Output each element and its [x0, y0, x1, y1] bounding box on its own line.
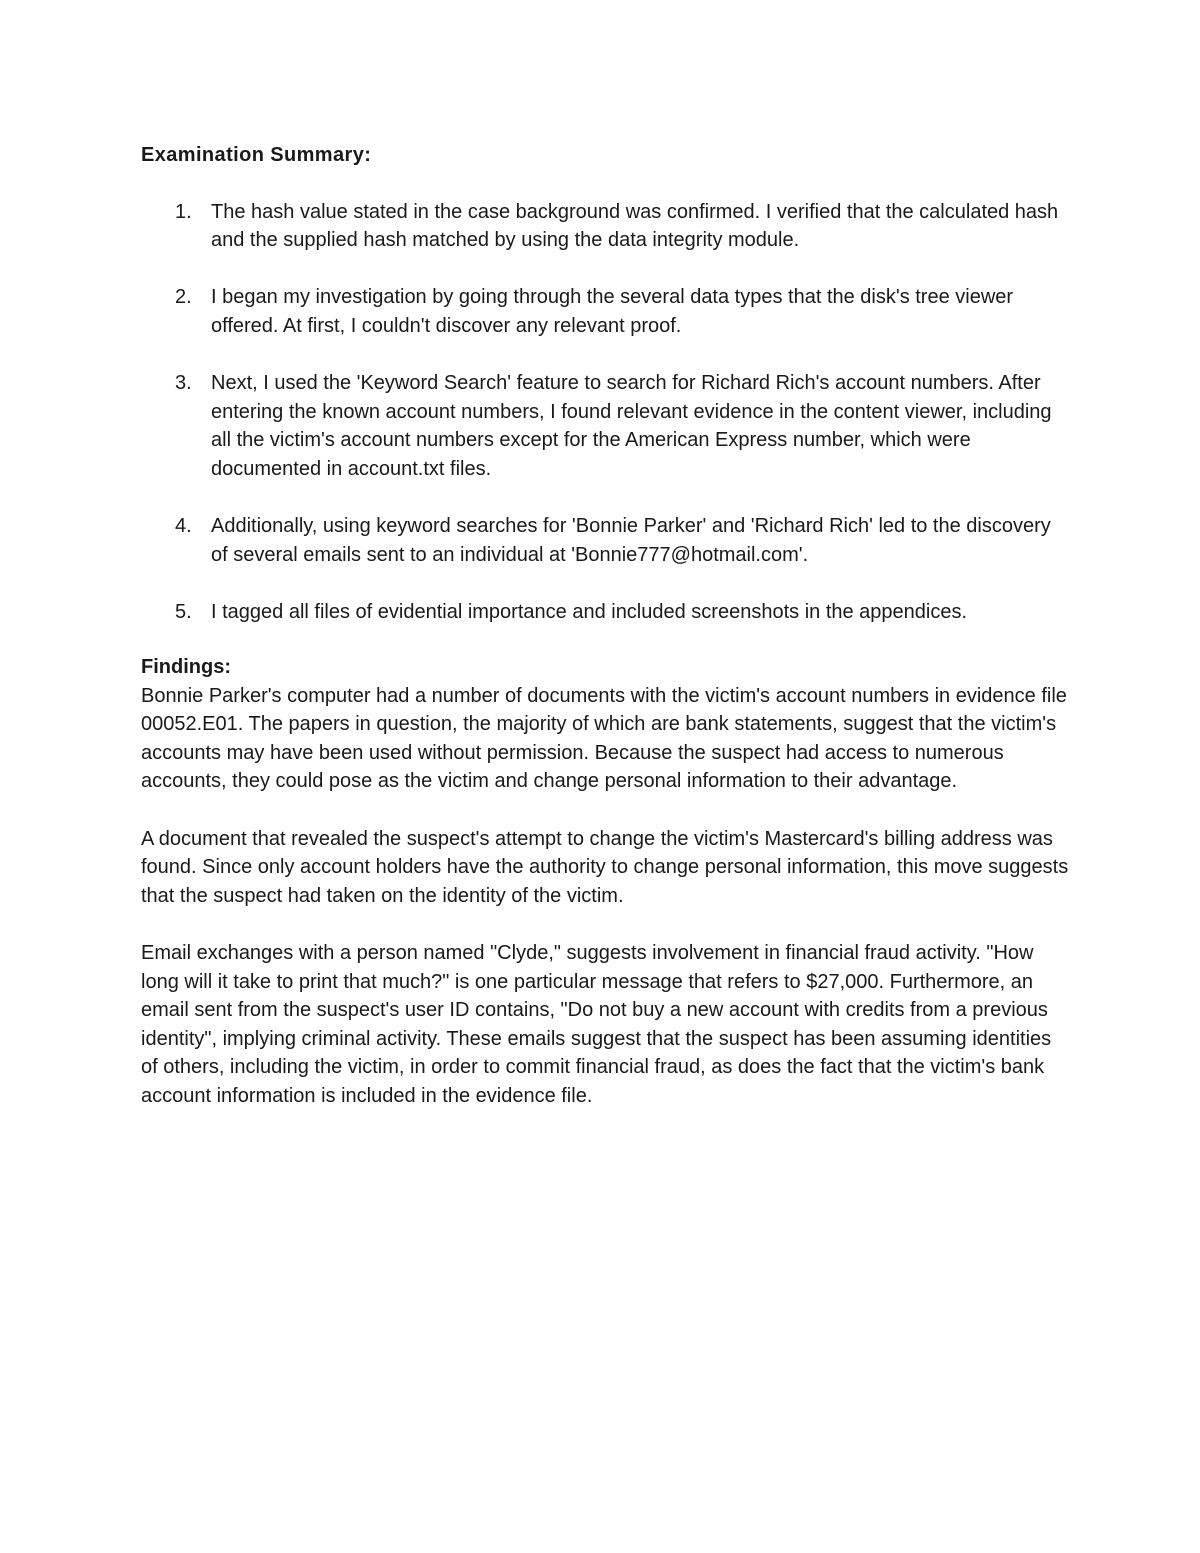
summary-item-text: I tagged all files of evidential importance and included screenshots in the appendices. — [211, 600, 968, 623]
summary-item-4 — [141, 512, 1071, 569]
summary-item-1 — [141, 198, 1071, 255]
summary-item-number: 5. — [175, 600, 192, 623]
summary-item-number: 1. — [175, 200, 192, 223]
document-body — [141, 141, 1071, 1139]
summary-item-number: 2. — [175, 286, 192, 309]
summary-item-text: I began my investigation by going through the several data types that the disk's tree viewer offered. At first, I couldn't discover any relevant proof. — [211, 286, 1014, 337]
findings-section — [141, 653, 1071, 1111]
findings-paragraph-3: Email exchanges with a person named "Clyde," suggests involvement in financial fraud activity. "How long will it take to print that much?" is one particular message that refers to $27,000. Furthermore, an email sent from the suspect's user ID contains, "Do not buy a new account with credits from a previous identity", implying criminal activity. These emails suggest that the suspect has been assuming identities of others, including the victim, in order to commit financial fraud, as does the fact that the victim's bank account information is included in the evidence file. — [141, 942, 1052, 1107]
summary-item-text: Additionally, using keyword searches for 'Bonnie Parker' and 'Richard Rich' led to the discovery of several emails sent to an individual at 'Bonnie777@hotmail.com'. — [211, 515, 1051, 566]
findings-heading: Findings: — [141, 656, 231, 679]
examination-summary-heading: Examination Summary: — [141, 144, 372, 166]
summary-item-3 — [141, 369, 1071, 483]
findings-paragraph-2: A document that revealed the suspect's attempt to change the victim's Mastercard's billing address was found. Since only account holders have the authority to change personal information, this move suggests that the suspect had taken on the identity of the victim. — [141, 827, 1069, 907]
summary-item-text: The hash value stated in the case background was confirmed. I verified that the calculated hash and the supplied hash matched by using the data integrity module. — [211, 200, 1059, 252]
summary-item-number: 4. — [175, 515, 192, 538]
summary-item-text: Next, I used the 'Keyword Search' feature to search for Richard Rich's account numbers. After entering the known account numbers, I found relevant evidence in the content viewer, including all the victim's account numbers except for the American Express number, which were documented in account.txt files. — [211, 372, 1052, 480]
findings-paragraph-1: Bonnie Parker's computer had a number of documents with the victim's account numbers in evidence file 00052.E01. The papers in question, the majority of which are bank statements, suggest that the victim's accounts may have been used without permission. Because the suspect had access to numerous accounts, they could pose as the victim and change personal information to their advantage. — [141, 684, 1067, 793]
summary-item-number: 3. — [175, 372, 192, 395]
summary-item-5 — [141, 598, 1071, 627]
examination-summary-list — [141, 198, 1071, 627]
summary-item-2 — [141, 283, 1071, 340]
